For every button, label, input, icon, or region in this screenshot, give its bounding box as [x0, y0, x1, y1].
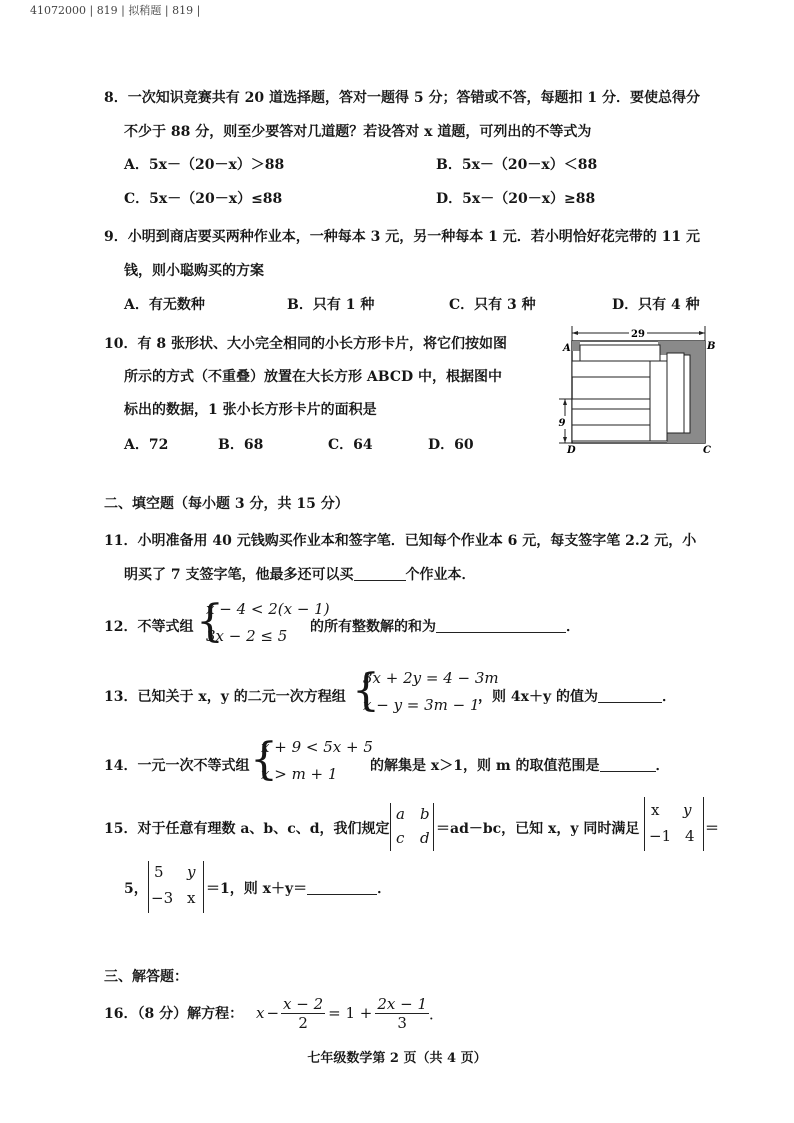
section2-title: 二、填空题（每小题 3 分，共 15 分）: [104, 496, 349, 512]
figure-label-c: C: [703, 445, 711, 453]
rectangle-cards-figure: [553, 323, 723, 453]
q11-line1: 11．小明准备用 40 元钱购买作业本和签字笔．已知每个作业本 6 元，每支签字笔 2.2 元，小: [104, 533, 697, 549]
q14-answer-blank[interactable]: [600, 757, 656, 772]
q12-prefix: 12．不等式组: [104, 619, 194, 635]
header-strip: 41072000 | 819 | 拟稍题 | 819 |: [30, 4, 201, 17]
q15-determinant-2: 5 y −3 x: [148, 861, 204, 913]
q15-determinant-xy: x y −1 4: [644, 797, 704, 851]
q15-line2-start: 5，: [124, 881, 148, 897]
q15-determinant-def: a b c d: [390, 803, 434, 851]
q8-line2: 不少于 88 分，则至少要答对几道题？若设答对 x 道题，可列出的不等式为: [124, 124, 592, 140]
q8-option-a: A．5x－（20－x）＞88: [124, 157, 285, 173]
q14-suffix: 的解集是 x＞1，则 m 的取值范围是 ．: [370, 758, 670, 774]
q15-line2-rest: ＝1，则 x＋y＝ ．: [206, 881, 392, 897]
q12-eq1: x − 4 < 2(x − 1): [206, 600, 330, 618]
q10-line3: 标出的数据，1 张小长方形卡片的面积是: [124, 402, 377, 418]
q14-prefix: 14．一元一次不等式组: [104, 758, 250, 774]
q14-eq2: x > m + 1: [261, 765, 338, 783]
q10-line1: 10．有 8 张形状、大小完全相同的小长方形卡片，将它们按如图: [104, 336, 507, 352]
q12-brace: {: [196, 596, 224, 647]
q13-eq2: x − y = 3m − 1: [363, 696, 480, 714]
q11-answer-blank[interactable]: [354, 566, 406, 581]
q13-prefix: 13．已知关于 x，y 的二元一次方程组: [104, 689, 346, 705]
q9-option-c: C．只有 3 种: [449, 297, 536, 313]
q13-brace: {: [352, 665, 380, 716]
figure-label-b: B: [707, 341, 716, 352]
q12-answer-blank[interactable]: [436, 618, 566, 633]
q16-equation: x − $\frac{x - 2}{2}$ = 1 + $\frac{2x - 1}{3}$ ．: [256, 994, 445, 1032]
q8-option-c: C．5x－（20－x）≤88: [124, 191, 283, 207]
q10-line2: 所示的方式（不重叠）放置在大长方形 ABCD 中，根据图中: [124, 369, 502, 385]
q8-line1: 8．一次知识竞赛共有 20 道选择题，答对一题得 5 分；答错或不答，每题扣 1 分．要使总得分: [104, 90, 700, 106]
page-footer: 七年级数学第 2 页（共 4 页）: [307, 1051, 487, 1066]
q10-option-b: B．68: [218, 437, 264, 453]
q8-option-b: B．5x－（20－x）＜88: [436, 157, 598, 173]
q9-option-b: B．只有 1 种: [287, 297, 375, 313]
q15-mid: ＝ad－bc，已知 x，y 同时满足: [436, 821, 640, 837]
q14-brace: {: [250, 734, 278, 785]
q9-option-d: D．只有 4 种: [612, 297, 700, 313]
q16-prefix: 16．（8 分）解方程：: [104, 1006, 244, 1022]
figure-label-d: D: [567, 445, 576, 453]
figure-width-label: 29: [631, 329, 645, 340]
q12-eq2: 3x − 2 ≤ 5: [206, 627, 288, 645]
q15-equals: ＝: [705, 821, 719, 837]
q14-eq1: x + 9 < 5x + 5: [261, 738, 373, 756]
q13-eq1: 3x + 2y = 4 − 3m: [363, 669, 499, 687]
figure-height-label: 9: [558, 418, 566, 429]
q15-prefix: 15．对于任意有理数 a、b、c、d，我们规定: [104, 821, 390, 837]
q10-option-c: C．64: [328, 437, 373, 453]
q10-option-d: D．60: [428, 437, 474, 453]
q13-answer-blank[interactable]: [598, 688, 662, 703]
q9-option-a: A．有无数种: [124, 297, 205, 313]
q15-answer-blank[interactable]: [307, 880, 377, 895]
figure-label-a: A: [563, 343, 571, 354]
q13-suffix: ，则 4x＋y 的值为 ．: [478, 689, 676, 705]
q11-line2: 明买了 7 支签字笔，他最多还可以买 个作业本．: [124, 567, 476, 583]
q12-suffix: 的所有整数解的和为 ．: [310, 619, 580, 635]
section3-title: 三、解答题：: [104, 969, 188, 985]
q10-option-a: A．72: [124, 437, 169, 453]
q9-line2: 钱，则小聪购买的方案: [124, 263, 264, 279]
q8-option-d: D．5x－（20－x）≥88: [436, 191, 596, 207]
q9-line1: 9．小明到商店要买两种作业本，一种每本 3 元，另一种每本 1 元．若小明恰好花完带的 11 元: [104, 229, 700, 245]
